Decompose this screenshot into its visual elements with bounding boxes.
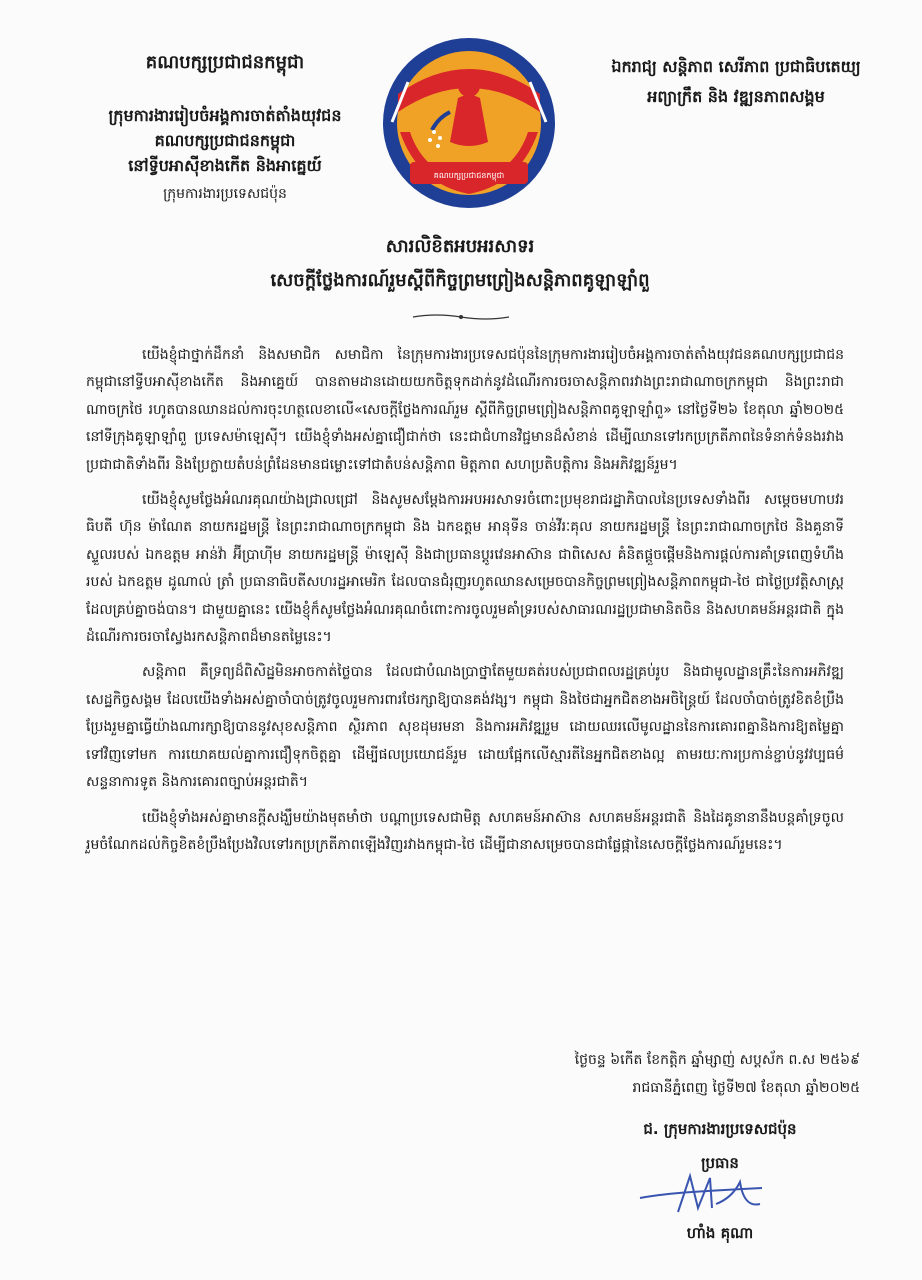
signing-org: ជ. ក្រុមការងារប្រទេសជប៉ុន xyxy=(643,1120,797,1138)
signer-role: ប្រធាន xyxy=(701,1154,739,1172)
lunar-date: ថ្ងៃចន្ទ ៦កើត ខែកត្តិក ឆ្នាំម្សាញ់ សប្តស័ក ព.ស ២៥៦៩ xyxy=(574,1052,860,1068)
date-block xyxy=(400,1046,860,1102)
handwritten-signature-icon xyxy=(632,1168,772,1224)
paragraph-2: យើងខ្ញុំសូមថ្លែងអំណរគុណយ៉ាងជ្រាលជ្រៅ និងសូមសម្តែងការអបអរសាទរចំពោះប្រមុខរាជរដ្ឋាភិបាលនៃប្រទេសទាំងពីរ សម្តេចមហាបវរធិបតី ហ៊ុន ម៉ាណែត នាយករដ្ឋមន្ត្រី នៃព្រះរាជាណាចក្រកម្ពុជា និង ឯកឧត្តម អានុទីន ចាន់វីរៈគុល នាយករដ្ឋមន្ត្រី នៃព្រះរាជាណាចក្រថៃ និងគួនាទីស្ទួលរបស់ ឯកឧត្តម អាន់វ៉ា អ៊ីប្រាហ៊ីម នាយករដ្ឋមន្ត្រី ម៉ាឡេស៊ី និងជាប្រធានប្តូរវេនអាស៊ាន ជាពិសេស គំនិតផ្តួចផ្តើមនិងការផ្តល់ការគាំទ្រពេញទំហឹងរបស់ ឯកឧត្តម ដូណាល់ ត្រាំ ប្រធានាធិបតីសហរដ្ឋអាមេរិក ដែលបានជំរុញរហូតឈានសម្រេចបានកិច្ចព្រមព្រៀងសន្តិភាពកម្ពុជា-ថៃ ជាថ្ងៃប្រវត្តិសាស្ត្រដែលគ្រប់គ្នាចង់បាន។ ជាមួយគ្នានេះ យើងខ្ញុំក៏សូមថ្លែងអំណរគុណចំពោះការចូលរួមគាំទ្ររបស់សាធារណរដ្ឋប្រជាមានិតចិន និងសហគមន៍អន្តរជាតិ ក្នុងដំណើរការចរចាស្វែងរកសន្តិភាពដ៏មានតម្លៃនេះ។ xyxy=(86,492,844,646)
letter-body xyxy=(86,342,844,867)
party-name: គណបក្សប្រជាជនកម្ពុជា xyxy=(145,52,305,73)
kingdom-motto xyxy=(566,52,906,112)
paragraph-3: សន្តិភាព គឺទ្រព្យដ៏ពិសិដ្ឋមិនអាចកាត់ថ្លៃបាន ដែលជាបំណងប្រាថ្នាតែមួយគត់របស់ប្រជាពលរដ្ឋគ្រប់រូប និងជាមូលដ្ឋានគ្រឹះនៃការអភិវឌ្ឍសេដ្ឋកិច្ចសង្គម ដែលយើងទាំងអស់គ្នាចាំបាច់ត្រូវចូលរួមការពារថែរក្សាឱ្យបានគង់វង្ស។ កម្ពុជា និងថៃជាអ្នកជិតខាងអចិន្ត្រៃយ៍ ដែលចាំបាច់ត្រូវខិតខំប្រឹងប្រែងរួមគ្នាធ្វើយ៉ាងណារក្សាឱ្យបាននូវសុខសន្តិភាព ស្ថិរភាព សុខដុមរមនា និងការអភិវឌ្ឍរួម ដោយឈរលើមូលដ្ឋាននៃការគោរពគ្នានិងការឱ្យតម្លៃគ្នាទៅវិញទៅមក ការយោគយល់គ្នាការជឿទុកចិត្តគ្នា ដើម្បីផលប្រយោជន៍រួម ដោយផ្អែកលើស្មារតីនៃអ្នកជិតខាងល្អ តាមរយៈការប្រកាន់ខ្ជាប់នូវវប្បធម៌សន្ទនាការទូត និងការគោរពច្បាប់អន្តរជាតិ។ xyxy=(86,664,844,791)
title-line-2: សេចក្តីថ្លែងការណ៍រួមស្តីពីកិច្ចព្រមព្រៀងសន្តិភាពគូឡាឡាំពួ xyxy=(270,270,650,291)
letter-title xyxy=(120,230,800,298)
sub-unit: ក្រុមការងារប្រទេសជប៉ុន xyxy=(163,186,287,202)
title-line-1: សារលិខិតអបអរសាទរ xyxy=(385,236,535,257)
logo-text: គណបក្សប្រជាជនកម្ពុជា xyxy=(433,171,505,180)
org-line-2: គណបក្សប្រជាជនកម្ពុជា xyxy=(154,131,296,150)
paragraph-1: យើងខ្ញុំជាថ្នាក់ដឹកនាំ និងសមាជិក សមាជិកា នៃក្រុមការងារប្រទេសជប៉ុននៃក្រុមការងាររៀបចំអង្គការចាត់តាំងយុវជនគណបក្សប្រជាជនកម្ពុជានៅទ្វីបអាស៊ីខាងកើត និងអាគ្នេយ៍ បានតាមដានដោយយកចិត្តទុកដាក់នូវដំណើរការចរចាសន្តិភាពរវាងព្រះរាជាណាចក្រកម្ពុជា និងព្រះរាជាណាចក្រថៃ រហូតបានឈានដល់ការចុះហត្ថលេខាលើ«សេចក្តីថ្លែងការណ៍រួម ស្តីពីកិច្ចព្រមព្រៀងសន្តិភាពគូឡាឡាំពួ» នៅថ្ងៃទី២៦ ខែតុលា ឆ្នាំ២០២៥ នៅទីក្រុងគូឡាឡាំពួ ប្រទេសម៉ាឡេស៊ី។ យើងខ្ញុំទាំងអស់គ្នាជឿជាក់ថា នេះជាជំហានវិជ្ជមានដ៏សំខាន់ ដើម្បីឈានទៅរកប្រក្រតីភាពនៃទំនាក់ទំនងរវាងប្រជាជាតិទាំងពីរ និងប្រែក្លាយតំបន់ព្រំដែនមានជម្លោះទៅជាតំបន់សន្តិភាព មិត្តភាព សហប្រតិបត្តិការ និងអភិវឌ្ឍន៍រួម។ xyxy=(86,347,844,473)
paragraph-4: យើងខ្ញុំទាំងអស់គ្នាមានក្តីសង្ឃឹមយ៉ាងមុតមាំថា បណ្តាប្រទេសជាមិត្ត សហគមន៍អាស៊ាន សហគមន៍អន្តរជាតិ និងដៃគូនានានឹងបន្តគាំទ្រចូលរួមចំណែកដល់កិច្ចខិតខំប្រឹងប្រែងវិលទៅរកប្រក្រតីភាពឡើងវិញរវាងកម្ពុជា-ថៃ ដើម្បីជានាសម្រេចបានជាផ្លែផ្កានៃសេចក្តីថ្លែងការណ៍រួមនេះ។ xyxy=(86,809,844,853)
motto-line-2: អព្យាក្រឹត និង វឌ្ឍនភាពសង្គម xyxy=(647,87,825,106)
org-line-3: នៅទ្វីបអាស៊ីខាងកើត និងអាគ្នេយ៍ xyxy=(128,156,322,175)
party-header xyxy=(60,50,390,205)
org-line-1: ក្រុមការងាររៀបចំអង្គការចាត់តាំងយុវជន xyxy=(108,106,342,125)
signer-name: ហាំង គុណា xyxy=(686,1224,754,1242)
ornament-divider-icon xyxy=(411,312,511,322)
signature-block xyxy=(580,1114,860,1176)
party-logo-icon xyxy=(378,34,560,212)
place-date: រាជធានីភ្នំពេញ ថ្ងៃទី២៧ ខែតុលា ឆ្នាំ២០២៥ xyxy=(632,1080,860,1096)
motto-line-1: ឯករាជ្យ សន្តិភាព សេរីភាព ប្រជាធិបតេយ្យ xyxy=(611,57,861,76)
